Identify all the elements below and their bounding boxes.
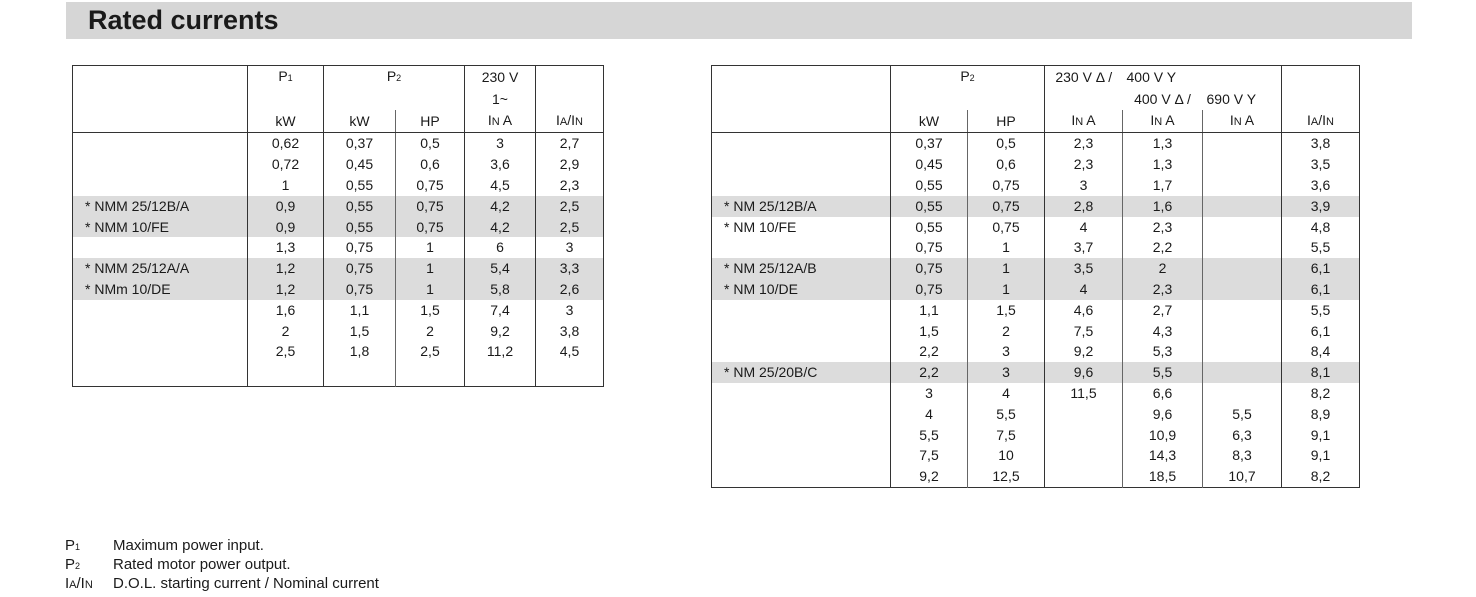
p2-kw-cell: 0,55 [891,175,968,196]
current-400v-cell: 5,3 [1123,341,1203,362]
unit-ratio: IA/IN [1282,110,1360,133]
unit-in-a: IN A [1045,110,1123,133]
p2-hp-cell: 0,75 [396,217,465,238]
p2-hp-cell: 2 [968,321,1045,342]
p2-kw-cell: 1,1 [891,300,968,321]
p1-kw-cell: 1,3 [248,237,324,258]
ratio-cell: 8,4 [1282,341,1360,362]
pump-model [73,154,248,175]
ratio-cell: 3,5 [1282,154,1360,175]
rated-currents-table-single-phase [72,65,604,387]
table-row [712,237,1360,258]
current-230v-cell: 4 [1045,279,1123,300]
current-cell: 4,2 [465,196,536,217]
ratio-cell: 3,9 [1282,196,1360,217]
ratio-cell: 2,6 [536,279,604,300]
p2-hp-cell: 1 [396,258,465,279]
pump-model [73,300,248,321]
unit-ratio: IA/IN [536,110,604,133]
current-690v-cell: 5,5 [1203,404,1282,425]
p2-hp-cell: 2 [396,321,465,342]
current-cell: 3,6 [465,154,536,175]
pump-model [712,341,891,362]
ratio-cell: 4,5 [536,341,604,362]
p2-kw-cell: 0,75 [324,258,396,279]
corner-cell [712,66,891,89]
unit-kw: kW [248,110,324,133]
legend-abbr: P1 [65,537,81,554]
table-row [712,383,1360,404]
p2-hp-cell: 0,75 [968,217,1045,238]
p2-hp-cell: 0,75 [396,196,465,217]
current-400v-cell: 14,3 [1123,445,1203,466]
pump-model [712,383,891,404]
p2-kw-cell: 0,45 [324,154,396,175]
unit-kw: kW [891,110,968,133]
pump-model [712,445,891,466]
current-690v-cell: 8,3 [1203,445,1282,466]
p2-hp-cell: 0,6 [396,154,465,175]
pump-model: * NMm 10/DE [73,279,248,300]
pump-model [712,175,891,196]
ratio-cell: 2,3 [536,175,604,196]
empty-cell [248,362,324,387]
p2-hp-cell: 0,75 [396,175,465,196]
current-400v-cell: 6,6 [1123,383,1203,404]
table-row [712,362,1360,383]
p2-hp-cell: 0,5 [396,133,465,154]
pump-model: * NM 25/12A/B [712,258,891,279]
p2-hp-cell: 7,5 [968,425,1045,446]
table-row [712,425,1360,446]
voltage-header-3: 400 V Δ / [1134,90,1191,107]
current-400v-cell: 2,3 [1123,279,1203,300]
ratio-cell: 3,6 [1282,175,1360,196]
current-690v-cell [1203,196,1282,217]
p2-kw-cell: 0,37 [324,133,396,154]
ratio-cell: 2,7 [536,133,604,154]
p1-kw-cell: 0,62 [248,133,324,154]
ratio-cell: 3,8 [536,321,604,342]
p2-header: P2 [891,66,1045,89]
current-cell: 9,2 [465,321,536,342]
ratio-cell: 6,1 [1282,279,1360,300]
current-230v-cell [1045,445,1123,466]
ratio-cell: 4,8 [1282,217,1360,238]
p2-kw-cell: 4 [891,404,968,425]
current-400v-cell: 1,7 [1123,175,1203,196]
pump-model [712,425,891,446]
current-230v-cell: 3,7 [1045,237,1123,258]
pump-model [712,154,891,175]
ratio-cell: 8,1 [1282,362,1360,383]
table-row [712,404,1360,425]
table-row [73,341,604,362]
pump-model [73,341,248,362]
current-400v-cell: 10,9 [1123,425,1203,446]
p2-kw-cell: 1,5 [324,321,396,342]
table-row [712,300,1360,321]
ratio-cell: 5,5 [1282,300,1360,321]
ratio-cell: 6,1 [1282,321,1360,342]
table-row [73,258,604,279]
p2-kw-cell: 2,2 [891,362,968,383]
empty-cell [73,362,248,387]
blank-header [536,66,604,89]
legend [65,537,379,594]
p2-kw-cell: 2,2 [891,341,968,362]
p2-hp-cell: 0,6 [968,154,1045,175]
table-row [73,237,604,258]
voltage-header: 230 V [465,66,536,89]
table-row [712,341,1360,362]
p2-hp-cell: 10 [968,445,1045,466]
current-690v-cell [1203,300,1282,321]
table-row [73,217,604,238]
unit-hp: HP [968,110,1045,133]
table-row [73,196,604,217]
current-690v-cell: 6,3 [1203,425,1282,446]
p2-hp-cell: 1 [396,279,465,300]
pump-model [73,133,248,154]
current-230v-cell [1045,425,1123,446]
ratio-cell: 6,1 [1282,258,1360,279]
p2-kw-cell: 5,5 [891,425,968,446]
unit-in-a: IN A [465,110,536,133]
ratio-cell: 2,5 [536,217,604,238]
p1-kw-cell: 0,9 [248,196,324,217]
pump-model [712,321,891,342]
p2-kw-cell: 0,55 [891,196,968,217]
current-400v-cell: 1,6 [1123,196,1203,217]
current-230v-cell: 4 [1045,217,1123,238]
current-230v-cell: 7,5 [1045,321,1123,342]
p2-kw-cell: 0,75 [324,279,396,300]
pump-model: * NMM 25/12A/A [73,258,248,279]
current-690v-cell [1203,279,1282,300]
current-690v-cell [1203,383,1282,404]
current-230v-cell: 2,3 [1045,133,1123,154]
p2-kw-cell: 0,75 [891,279,968,300]
current-400v-cell: 1,3 [1123,133,1203,154]
empty-cell [324,362,396,387]
current-690v-cell [1203,154,1282,175]
ratio-cell: 3 [536,237,604,258]
pump-model [73,321,248,342]
voltage-header-4: 690 V Y [1206,90,1257,107]
pump-model: * NM 25/20B/C [712,362,891,383]
p1-kw-cell: 0,9 [248,217,324,238]
current-cell: 3 [465,133,536,154]
current-230v-cell: 2,3 [1045,154,1123,175]
table-row [712,445,1360,466]
legend-item [65,556,379,575]
legend-text: D.O.L. starting current / Nominal current [113,575,379,592]
current-400v-cell: 18,5 [1123,466,1203,487]
p2-kw-cell: 0,55 [324,196,396,217]
table-row [73,321,604,342]
current-690v-cell [1203,341,1282,362]
empty-cell [465,362,536,387]
p2-kw-cell: 0,75 [891,237,968,258]
p2-hp-cell: 1 [968,237,1045,258]
pump-model [712,466,891,487]
rated-currents-table-three-phase [711,65,1360,488]
p2-hp-cell: 1 [968,258,1045,279]
table-row [73,279,604,300]
pump-model: * NM 10/DE [712,279,891,300]
p2-hp-cell: 0,75 [968,175,1045,196]
current-690v-cell [1203,237,1282,258]
current-cell: 4,5 [465,175,536,196]
current-400v-cell: 1,3 [1123,154,1203,175]
unit-in-a: IN A [1203,110,1282,133]
table-row [712,466,1360,487]
blank-header [1282,66,1360,89]
current-690v-cell [1203,175,1282,196]
p1-kw-cell: 1,2 [248,279,324,300]
pump-model: * NMM 25/12B/A [73,196,248,217]
current-cell: 11,2 [465,341,536,362]
table-row [712,217,1360,238]
current-230v-cell: 2,8 [1045,196,1123,217]
current-230v-cell: 9,6 [1045,362,1123,383]
pump-model [712,237,891,258]
header-row [712,66,1360,89]
phase-header: 1~ [465,89,536,110]
legend-abbr: IA/IN [65,575,93,592]
current-690v-cell [1203,217,1282,238]
legend-item [65,575,379,594]
ratio-cell: 8,9 [1282,404,1360,425]
p2-hp-cell: 1,5 [396,300,465,321]
current-230v-cell [1045,466,1123,487]
legend-abbr: P2 [65,556,81,573]
pump-model [712,133,891,154]
current-cell: 4,2 [465,217,536,238]
ratio-cell: 9,1 [1282,445,1360,466]
pump-model [73,175,248,196]
pump-model [712,404,891,425]
p2-hp-cell: 3 [968,362,1045,383]
unit-row [712,110,1360,133]
p2-hp-cell: 12,5 [968,466,1045,487]
ratio-cell: 3 [536,300,604,321]
current-400v-cell: 4,3 [1123,321,1203,342]
table-row [712,175,1360,196]
voltage-header-2: 400 V Y [1126,69,1177,85]
current-230v-cell: 3 [1045,175,1123,196]
pump-model: * NM 25/12B/A [712,196,891,217]
pump-model: * NMM 10/FE [73,217,248,238]
p1-kw-cell: 1,2 [248,258,324,279]
pump-model: * NM 10/FE [724,218,797,235]
current-400v-cell: 2,3 [1123,217,1203,238]
current-400v-cell: 2 [1123,258,1203,279]
page-title: Rated currents [88,5,279,35]
table-row [712,154,1360,175]
current-400v-cell: 9,6 [1123,404,1203,425]
current-690v-cell [1203,362,1282,383]
p1-kw-cell: 2 [248,321,324,342]
table-row [712,133,1360,154]
header-row [712,89,1360,110]
current-690v-cell [1203,133,1282,154]
p2-hp-cell: 1 [968,279,1045,300]
table-row [712,279,1360,300]
table-row [712,258,1360,279]
table-row [73,154,604,175]
voltage-header-1: 230 V Δ / [1045,66,1123,89]
p2-kw-cell: 0,75 [891,258,968,279]
current-400v-cell: 2,7 [1123,300,1203,321]
p2-hp-cell: 0,5 [968,133,1045,154]
p2-hp-cell: 1,5 [968,300,1045,321]
p1-kw-cell: 1 [248,175,324,196]
p1-kw-cell: 0,72 [248,154,324,175]
ratio-cell: 3,8 [1282,133,1360,154]
current-cell: 5,8 [465,279,536,300]
table-row [73,133,604,154]
current-690v-cell [1203,258,1282,279]
ratio-cell: 8,2 [1282,383,1360,404]
legend-item [65,537,379,556]
ratio-cell: 2,9 [536,154,604,175]
p2-kw-cell: 0,37 [891,133,968,154]
p2-header: P2 [324,66,465,89]
ratio-cell: 2,5 [536,196,604,217]
current-cell: 5,4 [465,258,536,279]
header-row [73,66,604,89]
current-cell: 7,4 [465,300,536,321]
pump-model [73,237,248,258]
p2-kw-cell: 0,55 [324,217,396,238]
current-230v-cell [1045,404,1123,425]
p2-kw-cell: 1,1 [324,300,396,321]
p2-kw-cell: 1,8 [324,341,396,362]
current-230v-cell: 11,5 [1045,383,1123,404]
corner-cell [73,66,248,89]
current-400v-cell: 5,5 [1123,362,1203,383]
p1-kw-cell: 2,5 [248,341,324,362]
p2-hp-cell: 1 [396,237,465,258]
p2-kw-cell: 0,55 [324,175,396,196]
p2-kw-cell: 0,55 [891,217,968,238]
legend-text: Maximum power input. [113,537,264,554]
current-400v-cell: 2,2 [1123,237,1203,258]
unit-row [73,110,604,133]
p2-hp-cell: 5,5 [968,404,1045,425]
p2-kw-cell: 7,5 [891,445,968,466]
table-row [712,196,1360,217]
current-230v-cell: 4,6 [1045,300,1123,321]
header-row [73,89,604,110]
unit-kw: kW [324,110,396,133]
p2-kw-cell: 1,5 [891,321,968,342]
current-690v-cell [1203,321,1282,342]
current-690v-cell: 10,7 [1203,466,1282,487]
p2-hp-cell: 2,5 [396,341,465,362]
p1-kw-cell: 1,6 [248,300,324,321]
table-row [712,321,1360,342]
table-row [73,175,604,196]
current-cell: 6 [465,237,536,258]
unit-hp: HP [396,110,465,133]
ratio-cell: 5,5 [1282,237,1360,258]
table-row [73,300,604,321]
ratio-cell: 9,1 [1282,425,1360,446]
legend-text: Rated motor power output. [113,556,291,573]
p2-hp-cell: 3 [968,341,1045,362]
title-bar [66,2,1412,39]
p2-hp-cell: 0,75 [968,196,1045,217]
p2-kw-cell: 0,75 [324,237,396,258]
current-230v-cell: 3,5 [1045,258,1123,279]
current-230v-cell: 9,2 [1045,341,1123,362]
p2-kw-cell: 9,2 [891,466,968,487]
empty-cell [396,362,465,387]
p1-header: P1 [248,66,324,89]
p2-kw-cell: 0,45 [891,154,968,175]
ratio-cell: 8,2 [1282,466,1360,487]
ratio-cell: 3,3 [536,258,604,279]
unit-in-a: IN A [1123,110,1203,133]
empty-cell [536,362,604,387]
p2-kw-cell: 3 [891,383,968,404]
pump-model [712,300,891,321]
p2-hp-cell: 4 [968,383,1045,404]
table-row-spacer [73,362,604,387]
